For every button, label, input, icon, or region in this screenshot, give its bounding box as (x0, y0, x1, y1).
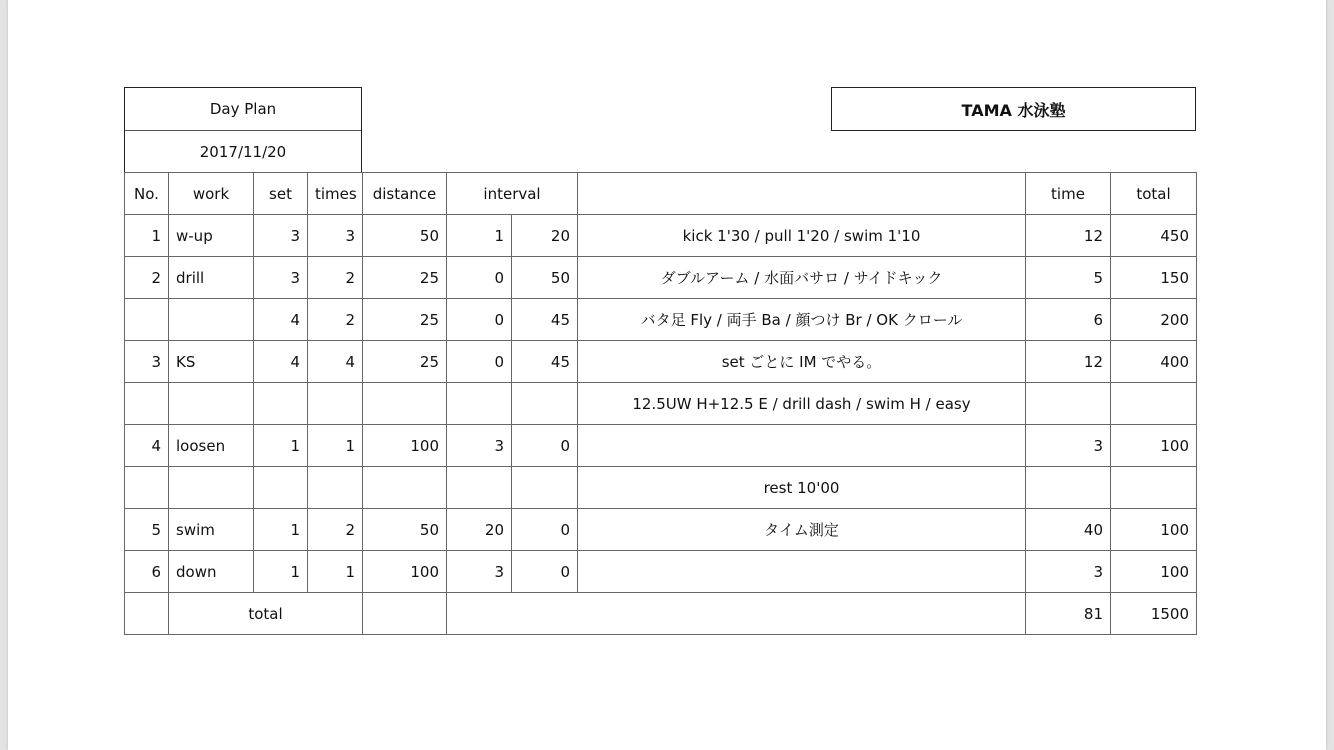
row-no: 6 (125, 551, 169, 593)
row-note: バタ足 Fly / 両手 Ba / 顔つけ Br / OK クロール (578, 299, 1026, 341)
row-set: 3 (254, 257, 308, 299)
row-total: 100 (1111, 509, 1197, 551)
row-distance: 25 (363, 257, 447, 299)
row-work (169, 383, 254, 425)
row-total: 450 (1111, 215, 1197, 257)
total-distance: 1500 (1111, 593, 1197, 635)
row-distance: 50 (363, 509, 447, 551)
row-times: 2 (308, 299, 363, 341)
row-interval-min: 0 (447, 299, 512, 341)
table-row (125, 341, 1197, 383)
row-note: 12.5UW H+12.5 E / drill dash / swim H / easy (578, 383, 1026, 425)
row-no: 5 (125, 509, 169, 551)
row-no: 4 (125, 425, 169, 467)
total-row (125, 593, 1197, 635)
row-work (169, 467, 254, 509)
row-time (1026, 467, 1111, 509)
total-label: total (169, 593, 363, 635)
table-row (125, 215, 1197, 257)
row-interval-sec: 45 (512, 299, 578, 341)
row-distance: 25 (363, 299, 447, 341)
row-work (169, 299, 254, 341)
row-time: 40 (1026, 509, 1111, 551)
row-note: set ごとに IM でやる。 (578, 341, 1026, 383)
row-total: 100 (1111, 425, 1197, 467)
row-no (125, 383, 169, 425)
col-header-no: No. (125, 173, 169, 215)
row-set (254, 383, 308, 425)
row-distance: 25 (363, 341, 447, 383)
row-interval-sec: 20 (512, 215, 578, 257)
row-time: 3 (1026, 551, 1111, 593)
row-times: 4 (308, 341, 363, 383)
table-row (125, 509, 1197, 551)
row-work: swim (169, 509, 254, 551)
row-no: 2 (125, 257, 169, 299)
col-header-set: set (254, 173, 308, 215)
row-set: 3 (254, 215, 308, 257)
row-times: 1 (308, 425, 363, 467)
col-header-times: times (308, 173, 363, 215)
row-interval-min (447, 383, 512, 425)
day-plan-title: Day Plan (209, 100, 277, 118)
table-row (125, 425, 1197, 467)
row-note (578, 551, 1026, 593)
col-header-work: work (169, 173, 254, 215)
total-row-empty (125, 593, 169, 635)
row-work: down (169, 551, 254, 593)
row-times: 2 (308, 509, 363, 551)
row-total (1111, 467, 1197, 509)
col-header-note (578, 173, 1026, 215)
row-interval-min: 0 (447, 257, 512, 299)
row-interval-sec: 0 (512, 509, 578, 551)
day-plan-box (124, 87, 362, 173)
row-distance: 100 (363, 425, 447, 467)
row-set: 4 (254, 299, 308, 341)
col-header-interval: interval (447, 173, 578, 215)
row-times: 1 (308, 551, 363, 593)
row-work: KS (169, 341, 254, 383)
club-name: TAMA 水泳塾 (831, 87, 1196, 131)
row-note: kick 1'30 / pull 1'20 / swim 1'10 (578, 215, 1026, 257)
row-interval-min: 20 (447, 509, 512, 551)
row-work: w-up (169, 215, 254, 257)
row-distance (363, 467, 447, 509)
col-header-total: total (1111, 173, 1197, 215)
row-set: 4 (254, 341, 308, 383)
row-interval-min (447, 467, 512, 509)
row-interval-sec: 0 (512, 425, 578, 467)
row-time: 3 (1026, 425, 1111, 467)
row-set (254, 467, 308, 509)
row-interval-min: 3 (447, 551, 512, 593)
row-note: rest 10'00 (578, 467, 1026, 509)
plan-date: 2017/11/20 (125, 130, 361, 173)
row-interval-sec: 50 (512, 257, 578, 299)
row-set: 1 (254, 509, 308, 551)
table-row (125, 299, 1197, 341)
row-total (1111, 383, 1197, 425)
row-set: 1 (254, 425, 308, 467)
row-times: 3 (308, 215, 363, 257)
row-times (308, 383, 363, 425)
row-note (578, 425, 1026, 467)
row-total: 400 (1111, 341, 1197, 383)
row-time (1026, 383, 1111, 425)
row-work: drill (169, 257, 254, 299)
row-time: 12 (1026, 215, 1111, 257)
row-total: 150 (1111, 257, 1197, 299)
row-note: ダブルアーム / 水面バサロ / サイドキック (578, 257, 1026, 299)
row-time: 6 (1026, 299, 1111, 341)
row-distance: 100 (363, 551, 447, 593)
table-header-row (125, 173, 1197, 215)
row-times (308, 467, 363, 509)
row-interval-sec (512, 467, 578, 509)
document-page (8, 0, 1326, 750)
row-time: 5 (1026, 257, 1111, 299)
row-distance (363, 383, 447, 425)
row-interval-min: 1 (447, 215, 512, 257)
row-interval-sec: 0 (512, 551, 578, 593)
total-row-empty (447, 593, 1026, 635)
training-plan-table (124, 172, 1197, 635)
row-interval-min: 0 (447, 341, 512, 383)
table-row (125, 467, 1197, 509)
row-times: 2 (308, 257, 363, 299)
row-total: 100 (1111, 551, 1197, 593)
table-row (125, 257, 1197, 299)
table-row (125, 551, 1197, 593)
row-no (125, 467, 169, 509)
row-interval-sec: 45 (512, 341, 578, 383)
col-header-time: time (1026, 173, 1111, 215)
total-row-empty (363, 593, 447, 635)
row-no: 3 (125, 341, 169, 383)
row-work: loosen (169, 425, 254, 467)
row-no (125, 299, 169, 341)
total-time: 81 (1026, 593, 1111, 635)
row-time: 12 (1026, 341, 1111, 383)
row-distance: 50 (363, 215, 447, 257)
row-set: 1 (254, 551, 308, 593)
row-no: 1 (125, 215, 169, 257)
row-interval-min: 3 (447, 425, 512, 467)
row-note: タイム測定 (578, 509, 1026, 551)
table-row (125, 383, 1197, 425)
row-interval-sec (512, 383, 578, 425)
col-header-distance: distance (363, 173, 447, 215)
row-total: 200 (1111, 299, 1197, 341)
